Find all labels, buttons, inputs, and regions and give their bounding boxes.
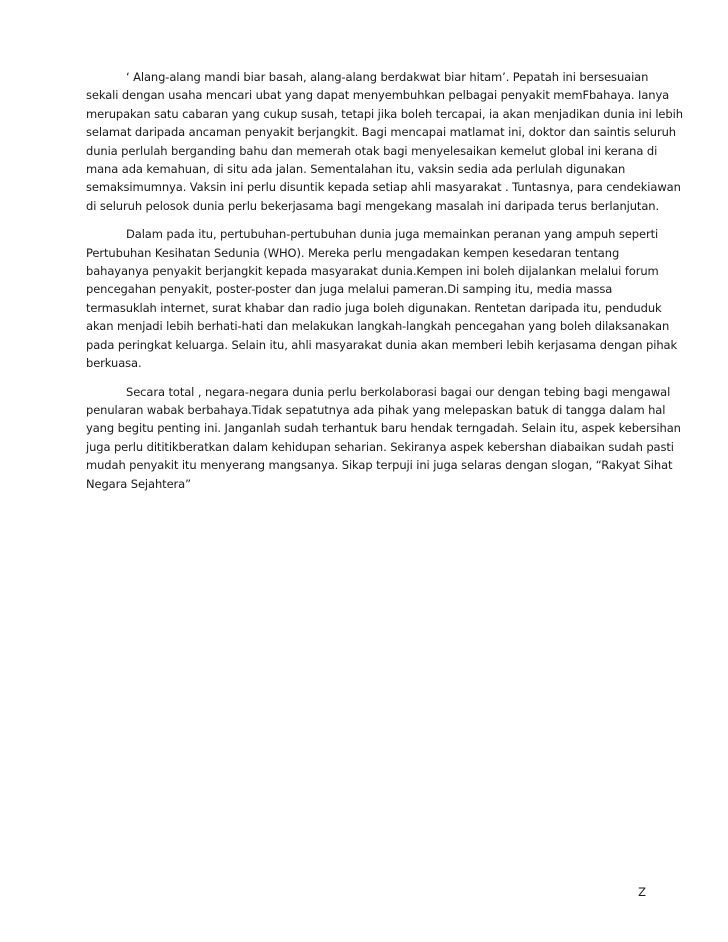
text-line: yang begitu penting ini. Janganlah sudah terhantuk baru hendak terngadah. Selain itu, aspek kebersihan (86, 421, 681, 436)
paragraph-2 (86, 225, 678, 372)
text-line: pada peringkat keluarga. Selain itu, ahli masyarakat dunia akan memberi lebih kerjasama dengan pihak (86, 337, 678, 352)
page-number: Z (638, 885, 646, 899)
text-line: Negara Sejahtera” (86, 476, 191, 491)
text-line: merupakan satu cabaran yang cukup susah, tetapi jika boleh tercapai, ia akan menjadikan dunia ini lebih (86, 106, 683, 121)
text-line: sekali dengan usaha mencari ubat yang dapat menyembuhkan pelbagai penyakit memFbahaya. Ianya (86, 88, 670, 103)
text-line: Secara total , negara-negara dunia perlu berkolaborasi bagai our dengan tebing bagi mengawal (126, 384, 671, 399)
text-line: pencegahan penyakit, poster-poster dan juga melalui pameran.Di samping itu, media massa (86, 282, 613, 297)
text-line: Dalam pada itu, pertubuhan-pertubuhan dunia juga memainkan peranan yang ampuh seperti (126, 227, 659, 242)
text-line: Pertubuhan Kesihatan Sedunia (WHO). Mereka perlu mengadakan kempen kesedaran tentang (86, 245, 620, 260)
text-line: dunia perlulah berganding bahu dan memerah otak bagi menyelesaikan kemelut global ini kerana di (86, 143, 658, 158)
text-line: termasuklah internet, surat khabar dan radio juga boleh digunakan. Rentetan daripada itu, penduduk (86, 300, 662, 315)
text-line: ‘ Alang-alang mandi biar basah, alang-alang berdakwat biar hitam’. Pepatah ini bersesuaian (126, 70, 649, 84)
text-line: di seluruh pelosok dunia perlu bekerjasama bagi mengekang masalah ini daripada terus berlanjutan. (86, 198, 660, 213)
text-line: mudah penyakit itu menyerang mangsanya. Sikap terpuji ini juga selaras dengan slogan, “Rakyat Sihat (86, 458, 673, 473)
paragraph-3 (86, 383, 681, 493)
text-line: juga perlu dititikberatkan dalam kehidupan seharian. Sekiranya aspek kebershan diabaikan sudah pasti (86, 439, 674, 454)
text-line: mana ada kemahuan, di situ ada jalan. Sementalahan itu, vaksin sedia ada perlulah digunakan (86, 162, 626, 177)
text-line: selamat daripada ancaman penyakit berjangkit. Bagi mencapai matlamat ini, doktor dan saintis seluruh (86, 125, 676, 140)
text-line: semaksimumnya. Vaksin ini perlu disuntik kepada setiap ahli masyarakat . Tuntasnya, para cendekiawan (86, 180, 681, 195)
paragraph-1 (86, 68, 683, 215)
text-line: akan menjadi lebih berhati-hati dan melakukan langkah-langkah pencegahan yang boleh dilaksanakan (86, 319, 670, 334)
text-line: bahayanya penyakit berjangkit kepada masyarakat dunia.Kempen ini boleh dijalankan melalui forum (86, 264, 659, 279)
text-line: penularan wabak berbahaya.Tidak sepatutnya ada pihak yang melepaskan batuk di tangga dalam hal (86, 402, 666, 417)
document-body (86, 68, 683, 503)
text-line: berkuasa. (86, 356, 142, 371)
